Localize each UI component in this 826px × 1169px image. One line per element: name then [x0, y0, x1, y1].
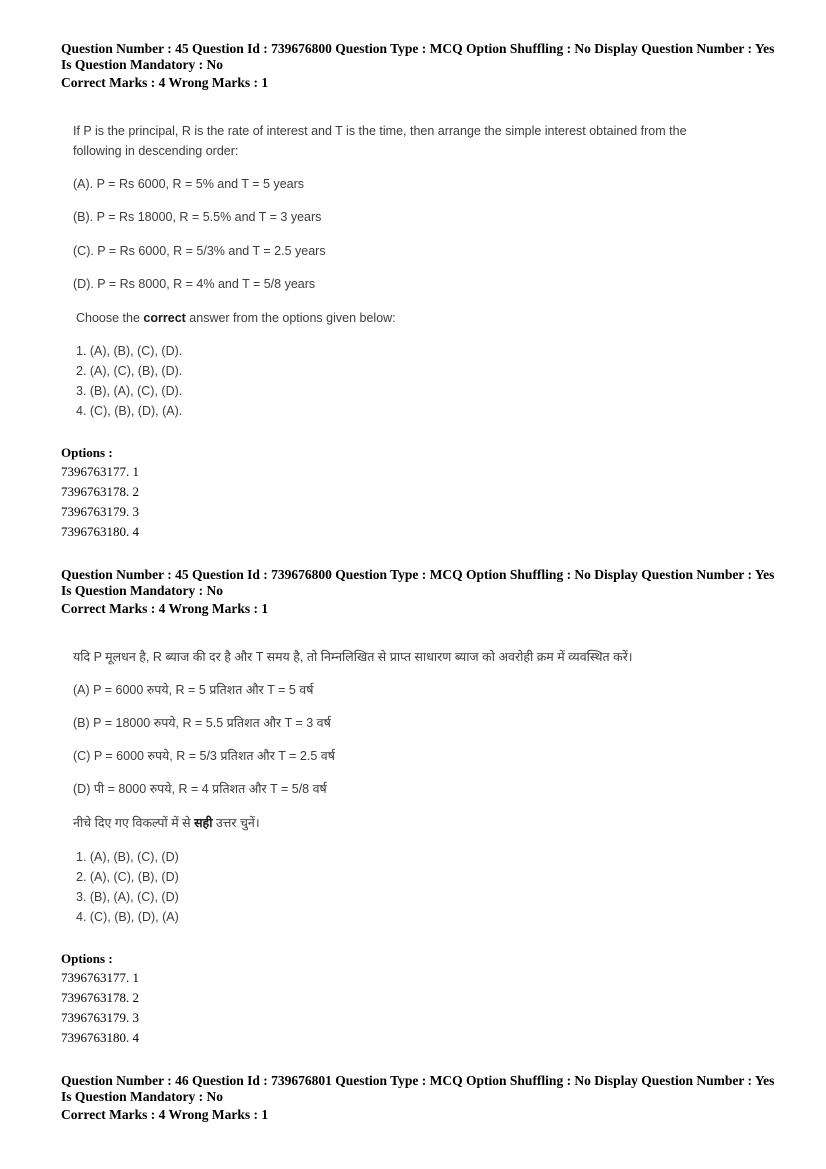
statement-d: (D) पी = 8000 रुपये, R = 4 प्रतिशत और T = 5/8 वर्ष	[73, 782, 327, 796]
choose-post: उत्तर चुनें।	[212, 816, 260, 830]
option-4: 7396763180. 4	[61, 524, 139, 539]
option-1: 7396763177. 1	[61, 970, 139, 985]
choose-instruction	[73, 813, 260, 833]
statement-a: (A). P = Rs 6000, R = 5% and T = 5 years	[73, 177, 305, 191]
option-3: 7396763179. 3	[61, 504, 139, 519]
choice-3: 3. (B), (A), (C), (D).	[76, 384, 183, 398]
statement-b: (B). P = Rs 18000, R = 5.5% and T = 3 years	[73, 210, 322, 224]
option-2: 7396763178. 2	[61, 990, 139, 1005]
choose-bold: सही	[194, 816, 213, 830]
mandatory-line: Is Question Mandatory : No	[61, 57, 224, 72]
choice-2: 2. (A), (C), (B), (D).	[76, 364, 183, 378]
mandatory-line: Is Question Mandatory : No	[61, 583, 224, 598]
choice-4: 4. (C), (B), (D), (A)	[76, 910, 179, 924]
mandatory-line: Is Question Mandatory : No	[61, 1089, 224, 1104]
question-meta-line: Question Number : 46 Question Id : 739676801 Question Type : MCQ Option Shuffling : No Display Question Number : Yes	[61, 1073, 775, 1088]
statement-c: (C) P = 6000 रुपये, R = 5/3 प्रतिशत और T = 2.5 वर्ष	[73, 749, 335, 763]
choice-2: 2. (A), (C), (B), (D)	[76, 870, 179, 884]
statement-b: (B) P = 18000 रुपये, R = 5.5 प्रतिशत और T = 3 वर्ष	[73, 716, 331, 730]
choice-4: 4. (C), (B), (D), (A).	[76, 404, 183, 418]
option-3: 7396763179. 3	[61, 1010, 139, 1025]
statement-d: (D). P = Rs 8000, R = 4% and T = 5/8 years	[73, 277, 316, 291]
options-title: Options :	[61, 951, 113, 966]
marks-line: Correct Marks : 4 Wrong Marks : 1	[61, 601, 269, 616]
choice-1: 1. (A), (B), (C), (D)	[76, 850, 179, 864]
option-1: 7396763177. 1	[61, 464, 139, 479]
marks-line: Correct Marks : 4 Wrong Marks : 1	[61, 75, 269, 90]
choose-post: answer from the options given below:	[185, 311, 396, 325]
statement-a: (A) P = 6000 रुपये, R = 5 प्रतिशत और T = 5 वर्ष	[73, 683, 314, 697]
choose-pre: नीचे दिए गए विकल्पों में से	[73, 816, 195, 830]
marks-line: Correct Marks : 4 Wrong Marks : 1	[61, 1107, 269, 1122]
question-meta-line: Question Number : 45 Question Id : 739676800 Question Type : MCQ Option Shuffling : No Display Question Number : Yes	[61, 567, 775, 582]
choice-3: 3. (B), (A), (C), (D)	[76, 890, 179, 904]
statement-c: (C). P = Rs 6000, R = 5/3% and T = 2.5 years	[73, 244, 326, 258]
choose-bold: correct	[143, 311, 186, 325]
choice-1: 1. (A), (B), (C), (D).	[76, 344, 183, 358]
option-4: 7396763180. 4	[61, 1030, 139, 1045]
question-intro: यदि P मूलधन है, R ब्याज की दर है और T समय है, तो निम्नलिखित से प्राप्त साधारण ब्याज को अवरोही क्रम में व्यवस्थित करें।	[73, 650, 633, 664]
choose-instruction	[76, 308, 396, 328]
question-intro: If P is the principal, R is the rate of interest and T is the time, then arrange the simple interest obtained from the	[73, 124, 687, 138]
options-title: Options :	[61, 445, 113, 460]
question-intro-cont: following in descending order:	[73, 144, 239, 158]
question-meta-line: Question Number : 45 Question Id : 739676800 Question Type : MCQ Option Shuffling : No Display Question Number : Yes	[61, 41, 775, 56]
choose-pre: Choose the	[76, 311, 144, 325]
option-2: 7396763178. 2	[61, 484, 139, 499]
